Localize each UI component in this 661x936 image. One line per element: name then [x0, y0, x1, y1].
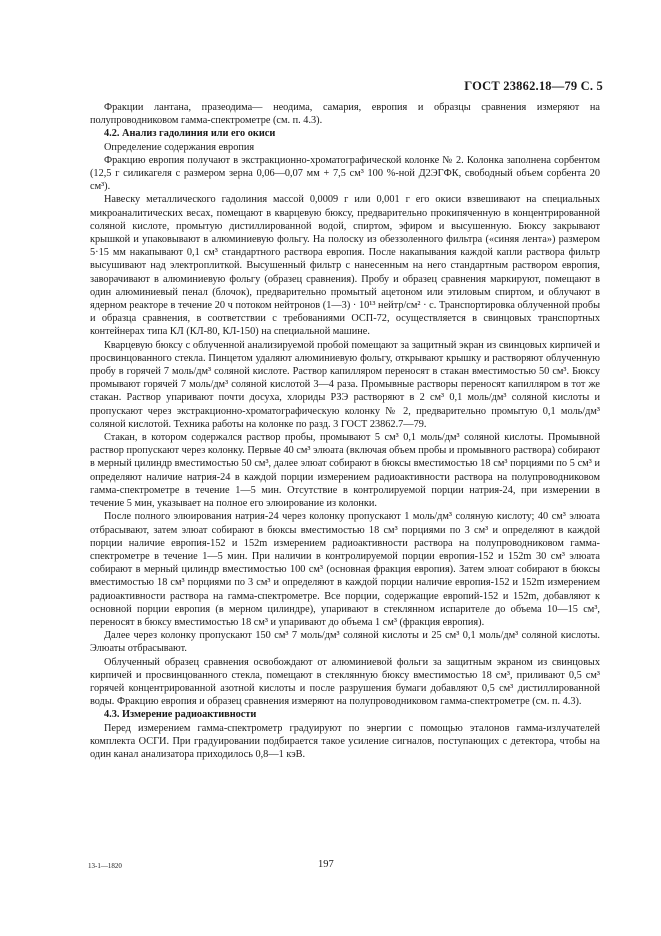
paragraph-column-wash: Далее через колонку пропускают 150 см³ 7 моль/дм³ соляной кислоты и 25 см³ 0,1 моль/дм³ соляной кислоты. Элюаты отбрасывают. [90, 630, 600, 655]
paragraph-column-preparation: Фракцию европия получают в экстракционно-хроматографической колонке № 2. Колонка заполнена сорбентом (12,5 г силикагеля с размером зерна 0,06—0,07 мм + 7,5 см³ 100 %-ной Д2ЭГФК, свободный объем сорбента 20 см³). [90, 154, 600, 193]
print-code: 13-1—1820 [88, 862, 122, 870]
paragraph-lanthanum-fractions: Фракции лантана, празеодима— неодима, самария, европия и образцы сравнения измеряют на полупроводниковом гамма-спектрометре (см. п. 4.3). [90, 102, 600, 127]
section-heading-4-2: 4.2. Анализ гадолиния или его окиси [104, 128, 276, 140]
section-heading-4-3: 4.3. Измерение радиоактивности [104, 709, 257, 721]
paragraph-elution: После полного элюирования натрия-24 через колонку пропускают 1 моль/дм³ соляную кислоту; 40 см³ элюата отбрасывают, затем элюат собирают в бюксы вместимостью 18 см³ порциями по 3 см³ и определяют в каждой порции наличие европия-152 и 152m измерением радиоактивности раствора на полупроводниковом гамма-спектрометре в течение 1—5 мин. При наличии в контролируемой порции европия-152 и 152m 30 см³ элюата собирают в мерный цилиндр вместимостью 100 см³ (основная фракция европия). Затем элюат собирают в бюксы вместимостью 18 см³ порциями по 3 см³ и определяют в каждой порции наличие европия-152 и 152m измерением радиоактивности раствора на гамма-спектрометре. Все порции, содержащие европий-152 и 152m, добавляют к основной порции европия (в мерном цилиндре), упаривают в стеклянном испарителе до объема 10—15 см³, переносят в бюксу вместимостью 18 см³ и упаривают до объема 1 см³ (фракция европия). [90, 511, 600, 628]
paragraph-wash-beaker: Стакан, в котором содержался раствор пробы, промывают 5 см³ 0,1 моль/дм³ соляной кислоты. Промывной раствор пропускают через колонку. Первые 40 см³ элюата (включая объем пробы и промывного раствора) собирают в мерный цилиндр вместимостью 50 см³, далее элюат собирают в бюксы вместимостью 18 см³ порциями по 5 см³ и определяют наличие натрия-24 в каждой порции измерением радиоактивности раствора на полупроводниковом гамма-спектрометре в течение 1—5 мин. Отсутствие в контролируемой порции натрия-24, при измерении в течение 5 мин, указывает на полное его элюирование из колонки. [90, 432, 600, 510]
paragraph-quartz-cup: Кварцевую бюксу с облученной анализируемой пробой помещают за защитный экран из свинцовых кирпичей и просвинцованного стекла. Пинцетом удаляют алюминиевую фольгу, открывают крышку и растворяют облученную пробу в горячей 7 моль/дм³ соляной кислоте. Раствор капилляром переносят в стакан вместимостью 50 см³. Бюксу промывают горячей 7 моль/дм³ соляной кислотой 3—4 раза. Промывные растворы переносят капилляром в тот же стакан. Раствор упаривают почти досуха, хлориды РЗЭ растворяют в 2 см³ 0,1 моль/дм³ соляной кислоты и пропускают через экстракционно-хроматографическую колонку № 2, предварительно промытую 0,1 моль/дм³ соляной кислотой. Техника работы на колонке по разд. 3 ГОСТ 23862.7—79. [90, 339, 600, 430]
page-header: ГОСТ 23862.18—79 С. 5 [464, 79, 603, 93]
document-body [90, 101, 600, 761]
paragraph-calibration: Перед измерением гамма-спектрометр градуируют по энергии с помощью эталонов гамма-излучателей комплекта ОСГИ. При градуировании подбирается такое усиление сигналов, поступающих с детектора, чтобы на один канал анализатора приходилось 0,8—1 кэВ. [90, 722, 600, 760]
subheading-europium: Определение содержания европия [104, 141, 255, 153]
page-number: 197 [318, 859, 334, 870]
paragraph-sample-weighing: Навеску металлического гадолиния массой 0,0009 г или 0,001 г его окиси взвешивают на специальных микроаналитических весах, помещают в кварцевую бюксу, предварительно прокипяченную в концентрированной соляной кислоте, промытую дистиллированной водой, спиртом, эфиром и высушенную. Бюксу закрывают крышкой и упаковывают в алюминиевую фольгу. На полоску из обеззоленного фильтра («синяя лента») размером 5·15 мм накапывают 0,1 см³ стандартного раствора европия. После накапывания каждой капли раствора фильтр высушивают над электроплиткой. Высушенный фильтр с нанесенным на него стандартным раствором европия, заворачивают в алюминиевую фольгу (образец сравнения). Пробу и образец сравнения маркируют, помещают в один алюминиевый пенал (блочок), предварительно промытый ацетоном или этиловым спиртом, и облучают в ядерном реакторе в течение 20 ч потоком нейтронов (1—3) · 10¹³ нейтр/см² · с. Транспортировка облученной пробы и образца сравнения, в соответствии с требованиями ОСП-72, осуществляется в свинцовых транспортных контейнерах типа КЛ (КЛ-80, КЛ-150) на специальной машине. [90, 194, 600, 338]
paragraph-reference-sample: Облученный образец сравнения освобождают от алюминиевой фольги за защитным экраном из свинцовых кирпичей и просвинцованного стекла, помещают в стеклянную бюксу вместимостью 18 см³, приливают 0,5 см³ горячей концентрированной азотной кислоты и после разрушения бумаги добавляют 0,5 см³ дистиллированной воды. Фракцию европия и образец сравнения измеряют на полупроводниковом гамма-спектрометре (см. п. 4.3). [90, 656, 600, 708]
